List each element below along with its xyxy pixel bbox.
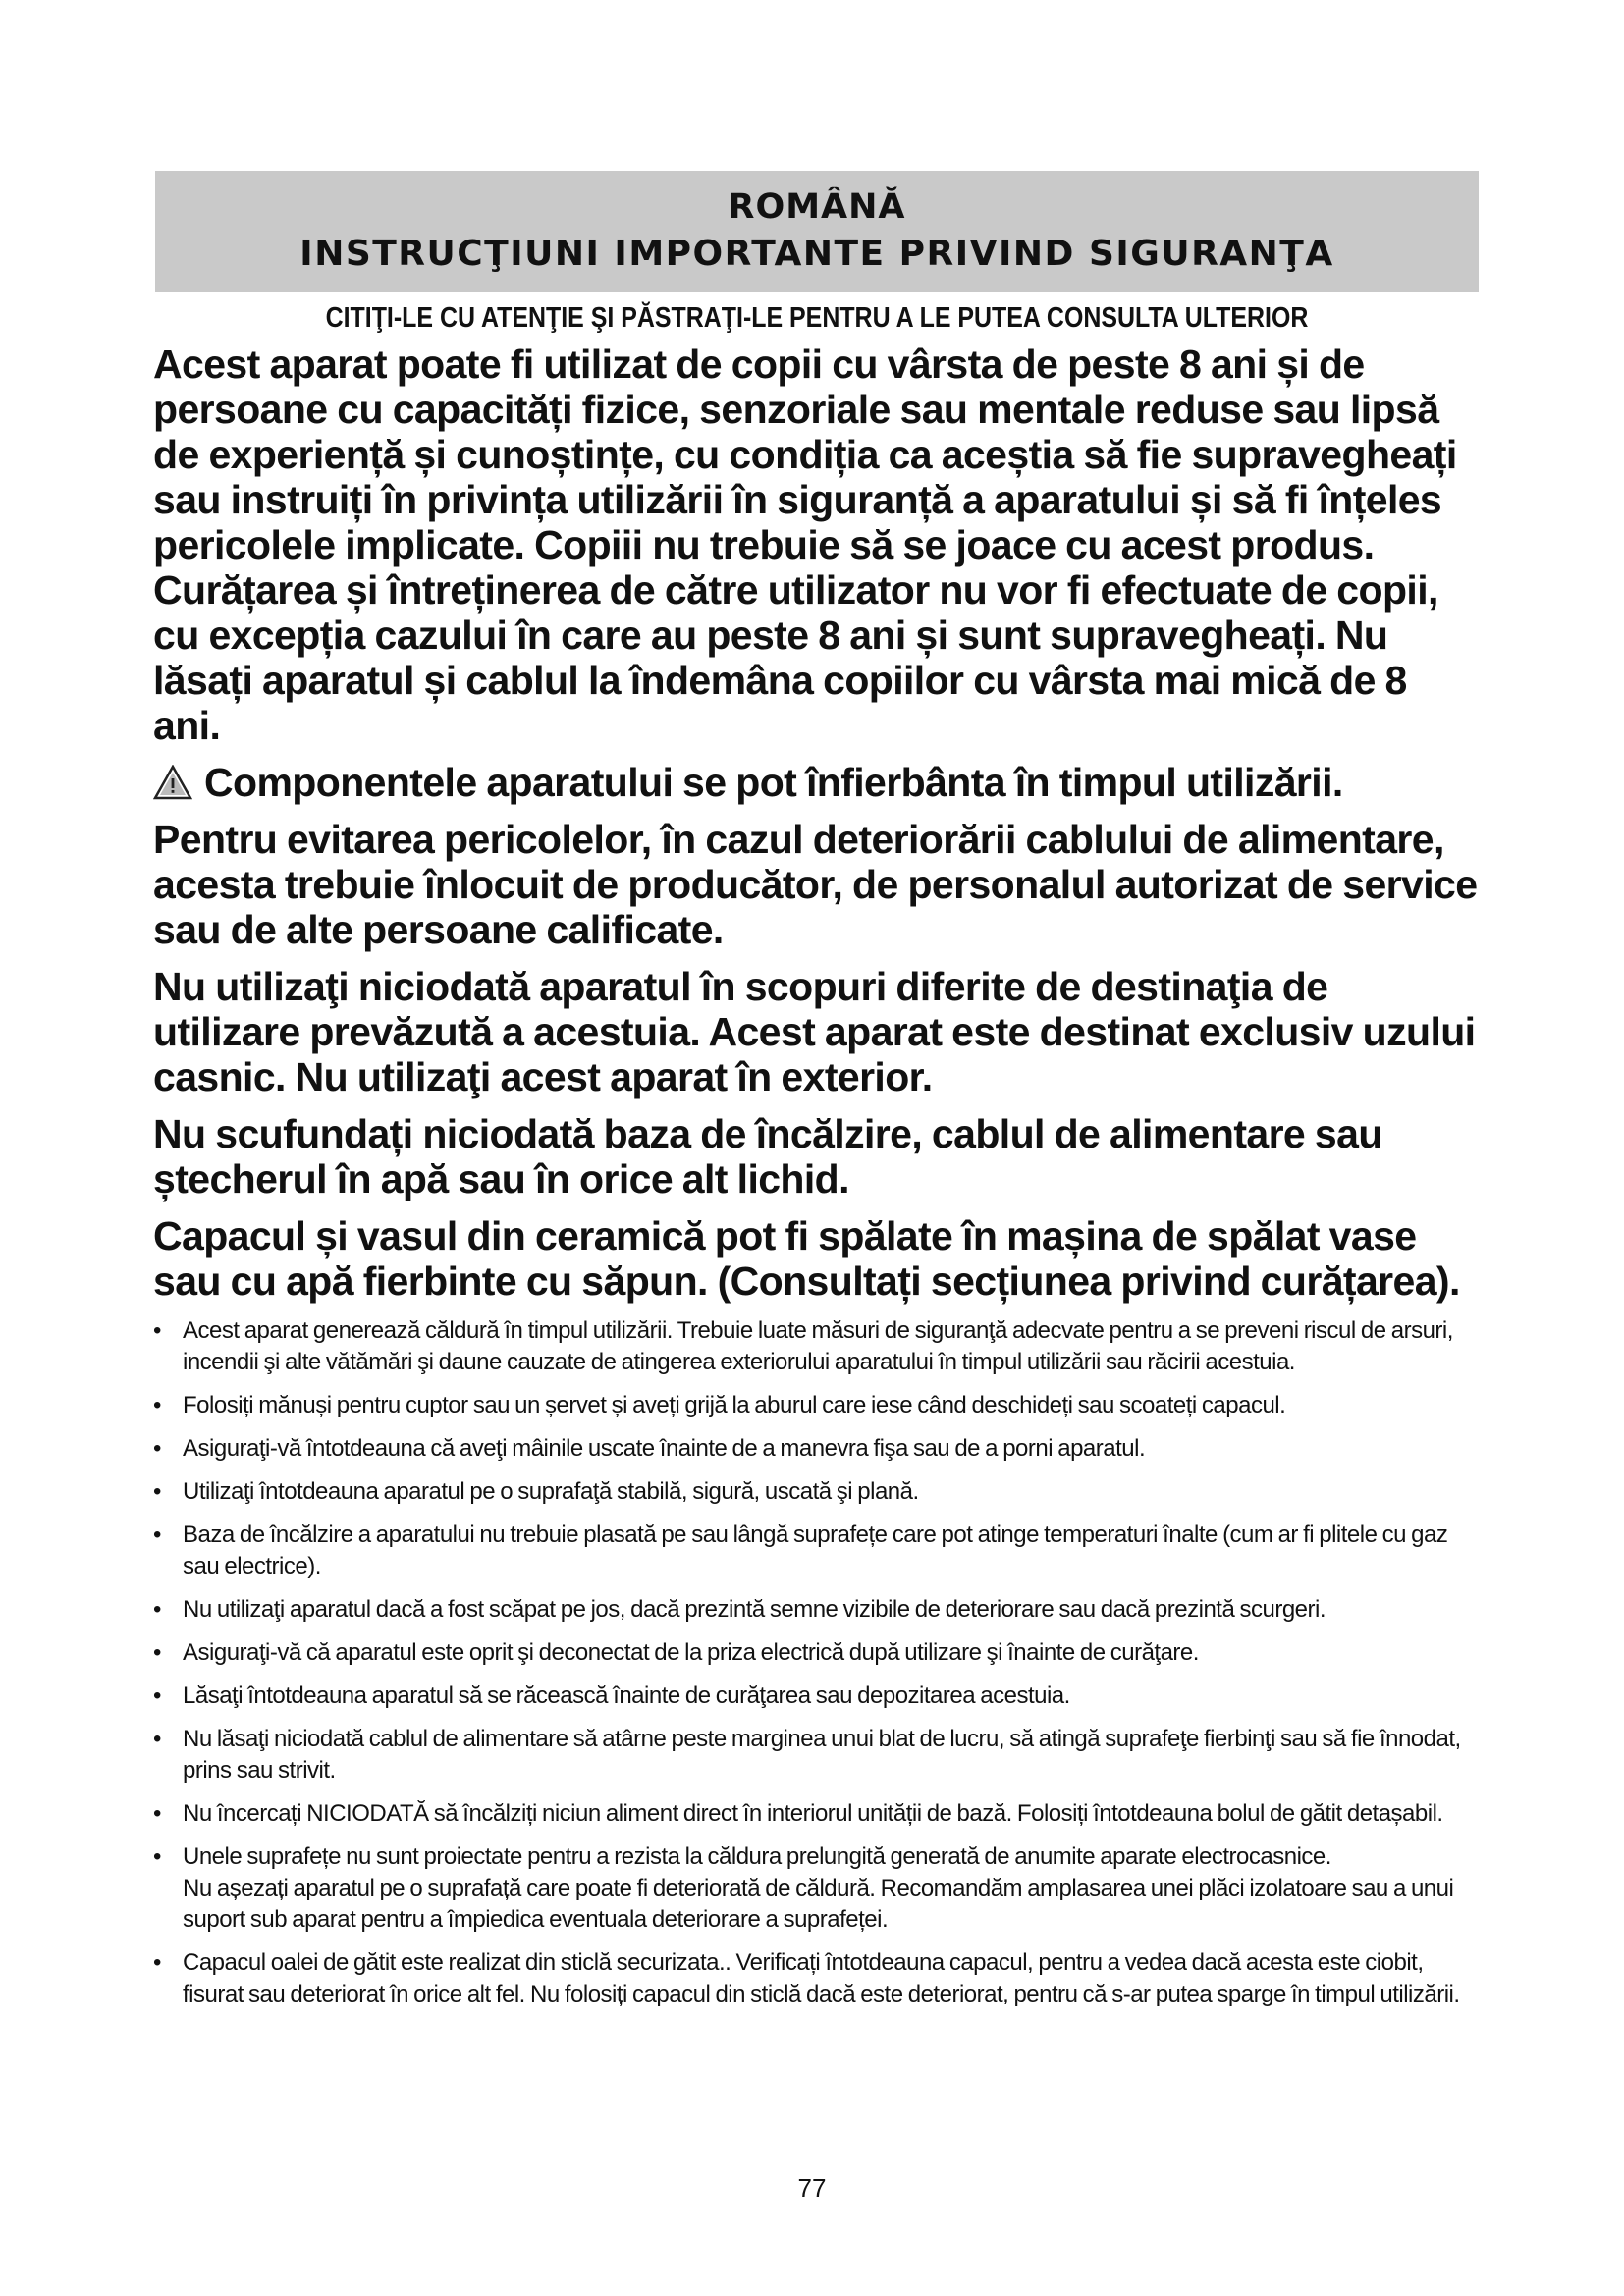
language-title: ROMÂNĂ	[728, 187, 906, 227]
bullet-marker: •	[153, 1726, 161, 1752]
bullet-marker: •	[153, 1522, 161, 1548]
bullet-marker: •	[153, 1596, 161, 1623]
children-use-paragraph: Acest aparat poate fi utilizat de copii cu vârsta de peste 8 ani și de persoane cu capacități fizice, senzoriale sau mentale reduse sau lipsă de experiență și cunoștințe, cu condiția ca aceștia să fie supravegheați sau instruiți în privința utilizării în siguranță a aparatului și să fi înțeles pericolele implicate. Copiii nu trebuie să se joace cu acest produs. Curățarea și întreținerea de către utilizator nu vor fi efectuate de copii, cu excepția cazului în care au peste 8 ani și sunt supravegheați. Nu lăsați aparatul și cablul la îndemâna copiilor cu vârsta mai mică de 8 ani.	[153, 342, 1457, 748]
bullet-marker: •	[153, 1639, 161, 1666]
safety-title: INSTRUCŢIUNI IMPORTANTE PRIVIND SIGURANŢA	[299, 234, 1334, 274]
bullet-marker: •	[153, 1800, 161, 1827]
list-item: • Nu încercați NICIODATĂ să încălziți niciun aliment direct în interiorul unității de bază. Folosiți întotdeauna bolul de gătit detașabil.	[153, 1798, 1479, 1830]
list-item: • Nu utilizaţi aparatul dacă a fost scăpat pe jos, dacă prezintă semne vizibile de deteriorare sau dacă prezintă scurgeri.	[153, 1594, 1479, 1626]
intended-use-paragraph: Nu utilizaţi niciodată aparatul în scopuri diferite de destinaţia de utilizare prevăzută a acestuia. Acest aparat este destinat exclusiv uzului casnic. Nu utilizaţi acest aparat în exterior.	[153, 964, 1476, 1099]
bullet-marker: •	[153, 1843, 161, 1870]
bullet-marker: •	[153, 1682, 161, 1709]
list-item: • Unele suprafețe nu sunt proiectate pentru a rezista la căldura prelungită generată de anumite aparate electrocasnice. Nu așezați aparatul pe o suprafață care poate fi deteriorată de căldură. Recomandăm amplasarea unei plăci izolatoare sau a unui suport sub aparat pentru a împiedica eventuala deteriorare a suprafeței.	[153, 1842, 1479, 1936]
warning-triangle-icon	[153, 765, 192, 800]
list-item: • Capacul oalei de gătit este realizat din sticlă securizata.. Verificați întotdeauna capacul, pentru a vedea dacă acesta este ciobit, fisurat sau deteriorat în orice alt fel. Nu folosiți capacul din sticlă dacă este deteriorat, pentru că s-ar putea sparge în timpul utilizării.	[153, 1949, 1460, 2007]
do-not-immerse-paragraph: Nu scufundați niciodată baza de încălzire, cablul de alimentare sau ștecherul în apă sau în orice alt lichid.	[153, 1111, 1382, 1201]
list-item-continuation: Nu așezați aparatul pe o suprafață care poate fi deteriorată de căldură. Recomandăm amplasarea unei plăci izolatoare sau a unui suport sub aparat pentru a împiedica eventuala deteriorare a suprafeței.	[183, 1875, 1454, 1933]
dishwasher-paragraph: Capacul și vasul din ceramică pot fi spălate în mașina de spălat vase sau cu apă fierbinte cu săpun. (Consultați secțiunea privind curățarea).	[153, 1213, 1460, 1304]
list-item: • Baza de încălzire a aparatului nu trebuie plasată pe sau lângă suprafețe care pot atinge temperaturi înalte (cum ar fi plitele cu gaz sau electrice).	[153, 1522, 1448, 1579]
header-band	[155, 171, 1479, 292]
page-number: 77	[797, 2173, 827, 2203]
power-cord-paragraph: Pentru evitarea pericolelor, în cazul deteriorării cablului de alimentare, acesta trebuie înlocuit de producător, de personalul autorizat de service sau de alte persoane calificate.	[153, 817, 1478, 952]
list-item: • Folosiți mănuși pentru cuptor sau un șervet și aveți grijă la aburul care iese când deschideți sau scoateți capacul.	[153, 1390, 1479, 1421]
list-item: • Acest aparat generează căldură în timpul utilizării. Trebuie luate măsuri de siguranţă adecvate pentru a se preveni riscul de arsuri, incendii şi alte vătămări şi daune cauzate de atingerea exteriorului aparatului în timpul utilizării sau răcirii acestuia.	[153, 1317, 1453, 1375]
list-item: • Asiguraţi-vă întotdeauna că aveţi mâinile uscate înainte de a manevra fişa sau de a porni aparatul.	[153, 1433, 1479, 1465]
hot-parts-text: Componentele aparatului se pot înfierbânta în timpul utilizării.	[204, 760, 1343, 805]
list-item: • Lăsaţi întotdeauna aparatul să se răcească înainte de curăţarea sau depozitarea acestuia.	[153, 1681, 1479, 1712]
hot-parts-warning	[153, 760, 1479, 805]
list-item: • Nu lăsaţi niciodată cablul de alimentare să atârne peste marginea unui blat de lucru, să atingă suprafeţe fierbinţi sau să fie înnodat, prins sau strivit.	[153, 1726, 1461, 1784]
bullet-marker: •	[153, 1317, 161, 1344]
bullet-marker: •	[153, 1478, 161, 1505]
bullet-marker: •	[153, 1392, 161, 1418]
bullet-marker: •	[153, 1435, 161, 1462]
list-item: • Utilizaţi întotdeauna aparatul pe o suprafaţă stabilă, sigură, uscată şi plană.	[153, 1476, 1479, 1508]
list-item: • Asiguraţi-vă că aparatul este oprit şi deconectat de la priza electrică după utilizare şi înainte de curăţare.	[153, 1637, 1479, 1669]
read-and-keep-subtitle: CITIŢI-LE CU ATENŢIE ŞI PĂSTRAŢI-LE PENTRU A LE PUTEA CONSULTA ULTERIOR	[325, 302, 1309, 334]
bullet-marker: •	[153, 1949, 161, 1976]
safety-bullet-list	[153, 1315, 1479, 2010]
content	[153, 342, 1479, 2022]
